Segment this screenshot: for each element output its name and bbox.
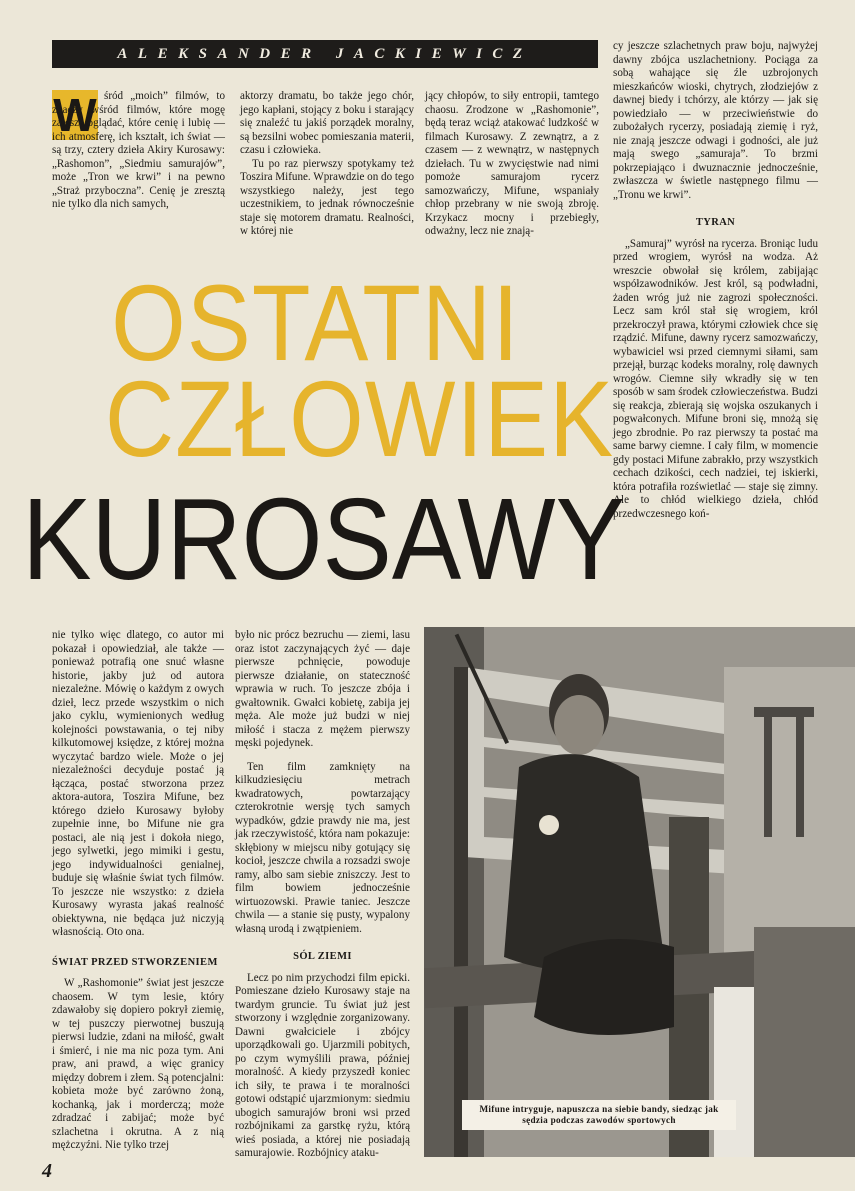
intro-column-1 [52,90,225,212]
tyran-text: „Samuraj” wyrósł na rycerza. Broniąc ludu przed wrogiem, wyrósł na wodza. Aż wreszcie obwołał się królem, zabijając współzawodników. Jest król, są podwładni, żaden wróg już nie zagrozi społeczności. Lecz sam król stał się wrogiem, król przekroczył prawa, którymi człowiek chce się rządzić. Mifune, dawny rycerz samozwańczy, wybawiciel wsi przed ciemnymi siłami, sam przejął, burząc kodeks moralny, rolę dawnych wrogów. Ciemne siły wkradły się w ten sposób w sam środek człowieczeństwa. Budzi się reakcja, zbierają się wojska oszukanych i pogwałconych. Mifune broni się, mnożą się jego zbrodnie. Po raz pierwszy ta postać ma same barwy ciemne. I cały film, w momencie gdy postaci Mifune zabrakło, przy wszystkich cechach dzikości, cech nadziei, tej iskierki, która potrafiła rozświetlać — staje się zimny. Ale to chłód wielkiego dzieła, chłód przedwczesnego koń- [613,237,818,520]
drop-cap: W [53,89,97,141]
lower-column-2-text-c: Lecz po nim przychodzi film epicki. Pomieszane dzieło Kurosawy staje na twardym gruncie. Tu świat już jest stworzony i względnie zorganizowany. Dawni gwałciciele i zbójcy uporządkowali go. Ujarzmili pobitych, po czym wymyślili prawa, później moralność. A kiedy przyszedł koniec ich siły, te prawa i te moralności gotowi odstąpić ujarzmionym: siedmiu ubogich samurajów broni wsi przed rozbójnikami za garstkę ryżu, którą wieś posiada, a której nie posiadają samurajowie. Rozbójnicy ataku- [235,971,410,1159]
intro-column-4-text: cy jeszcze szlachetnych praw boju, najwyżej dawny zbójca uszlachetniony. Pociąga za sobą wahające się źle uzbrojonych mieszkańców wioski, chytrych, złodziejów z dawnej biedy i tchórzy, ale którzy — jak się powiedziało — w przeciwieństwie do zubożałych rycerzy, posiadają ziemię i ryż, nie znają jeszcze odwagi i godności, ale już mają swego „samuraja”. To brzmi pokrzepiająco i dwuznacznie jednocześnie, zwłaszcza w świetle następnego filmu — „Tronu we krwi”. [613,40,818,201]
mifune-photo-illustration [424,627,855,1157]
lower-column-2-text: było nic prócz bezruchu — ziemi, lasu oraz istot zaczynających żyć — daje pierwsze pchnięcie, powoduje pierwsze działanie, on stateczność wprawia w ruch. To jeszcze zbója i gwałtownik. Gwałci kobietę, zabija jej męża. Ale może już budzi w niej miłość i stacza z mężem pierwszy męski pojedynek. [235,629,410,749]
lower-column-2-text-b: Ten film zamknięty na kilkudziesięciu metrach kwadratowych, powtarzający czterokrotnie wersję tych samych wypadków, gdzie prawdy nie ma, jest jak rzeczywistość, która nam pokazuje: skłębiony w miejscu niby gotujący się kocioł, jeszcze chwila a rozsadzi swoje ramy, albo sam siebie zniszczy. Jest to film bowiem jednocześnie wirtuozowski. Prawie taniec. Jeszcze chwila — a stanie się pusty, wypalony własną urodą i zwątpieniem. [235,760,410,935]
author-byline: ALEKSANDER JACKIEWICZ [52,40,598,68]
film-still-photo [424,627,855,1157]
intro-column-2 [240,90,414,239]
photo-caption: Mifune intryguje, napuszcza na siebie bandy, siedząc jak sędzia podczas zawodów sportowych [462,1100,736,1130]
section-heading-swiat: ŚWIAT PRZED STWORZENIEM [52,956,218,968]
headline-line-2: CZŁOWIEK [104,359,615,480]
headline-line-3: KUROSAWY [22,475,625,605]
lower-column-1-text-b: W „Rashomonie” świat jest jeszcze chaosem. W tym lesie, który zdawałoby się dopiero pokrył ziemię, w tej puszczy pierwotnej buszują pierwsi ludzie, zdani na miłość, gwałt i śmierć, i nie ma nic poza tym. Ani praw, ani prawd, a więc granicy między dobrem i złem. Są potencjalni: kobieta może być zarówno żoną, kochanką, jak i morderczą; może zdradzać i zabijać; może być szlachetna i okrutna. A z nią mężczyźni. Nie tylko trzej [52,977,224,1151]
intro-column-1-text: śród „moich” filmów, to znaczy wśród filmów, które mogę zawsze oglądać, które cenię i lubię — ich atmosferę, ich kształt, ich świat — są trzy, cztery dzieła Akiry Kurosawy: „Rashomon”, „Siedmiu samurajów”, może „Tron we krwi” i na pewno „Straż przyboczna”. Cenię je zresztą nie tylko dla nich samych, [52,90,225,210]
intro-column-3 [425,90,599,239]
headline-line-1: OSTATNI [111,263,520,384]
section-heading-sol-ziemi: SÓL ZIEMI [293,951,352,962]
section-heading-tyran: TYRAN [695,217,736,228]
page-number: 4 [42,1160,52,1182]
intro-column-2-text-b: Tu po raz pierwszy spotykamy też Toszira Mifune. Wprawdzie on do tego wszystkiego należy, jest tego uczestnikiem, to jednak równocześnie staje się motorem dramatu. Realności, w której nie [240,157,415,237]
intro-column-3-text: jący chłopów, to siły entropii, tamtego chaosu. Zrodzone w „Rashomonie”, będą teraz wciąż atakować ludzkość w filmach Kurosawy. Z zewnątrz, a z czasem — z wewnątrz, w następnych dziełach. Tu w zwycięstwie nad nimi pomoże samurajom rycerz samozwańczy, Mifune, wspaniały chłop przebrany w nie swoją zbroję. Krzykacz mocny i przebiegły, odważny, lecz nie znają- [425,90,599,237]
lower-column-2 [235,629,410,1161]
intro-column-2-text: aktorzy dramatu, bo także jego chór, jego kapłani, stojący z boku i starający się znaleźć tu jakiś porządek moralny, są bezsilni wobec pomieszania materii, czasu i człowieka. [240,90,414,156]
lower-column-1 [52,629,224,1153]
lower-column-1-text: nie tylko więc dlatego, co autor mi pokazał i opowiedział, ale także — ponieważ potrafią one snuć własne historie, jakby już od autora niezależne. Mówię o każdym z owych dzieł, lecz przede wszystkim o nich jako cyklu, wymienionych według kolejności powstawania, o tej niby kilkutomowej księdze, z której można wyczytać bardzo wiele. Może o jej niezależności decyduje postać ją łącząca, postać stworzona przez aktora-autora, Toszira Mifune, bez którego dzieło Kurosawy byłoby zupełnie inne, bo Mifune nie gra postaci, ale nią jest i dokoła niego, jego sylwetki, jego mimiki i gestu, jego indywidualności genialnej, buduje się właśnie świat tych filmów. To jeszcze nie wszystko: z dzieła Kurosawy wyrasta jakaś realność obiektywna, nie będąca już niczyją własnością. Oto ona. [52,629,224,938]
